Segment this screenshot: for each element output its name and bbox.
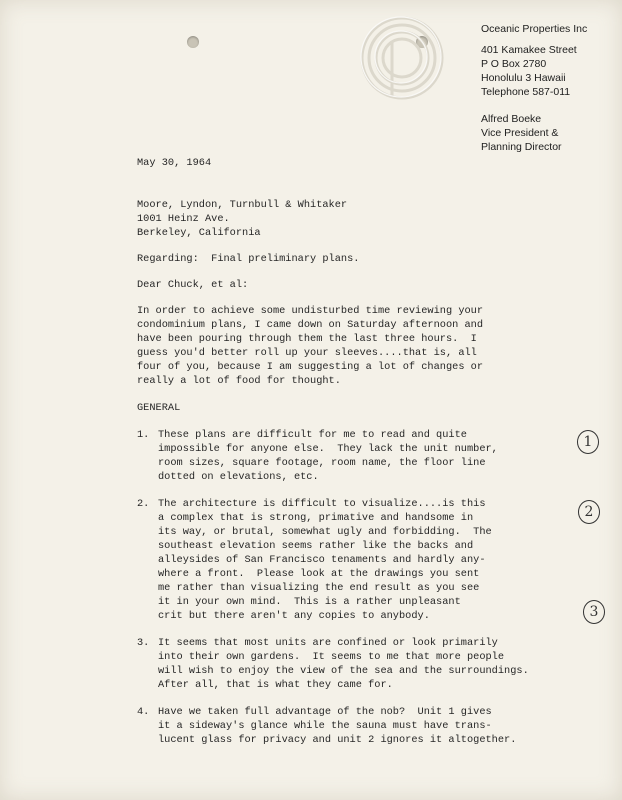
paragraph-line: four of you, because I am suggesting a lot of changes or [137, 361, 484, 373]
address-line: Honolulu 3 Hawaii [481, 72, 566, 84]
item-line: will wish to enjoy the view of the sea and the surroundings. [158, 665, 529, 677]
item-line: crit but there aren't any copies to anybody. [158, 610, 430, 622]
item-line: where a front. Please look at the drawings you sent [158, 568, 480, 580]
paragraph-line: have been pouring through them the last three hours. I [137, 333, 477, 345]
company-name: Oceanic Properties Inc [481, 23, 588, 35]
handwritten-margin-mark: 1 [577, 430, 599, 454]
item-line: southeast elevation seems rather like the backs and [158, 540, 474, 552]
item-line: Have we taken full advantage of the nob? Unit 1 gives [158, 706, 492, 718]
section-heading: GENERAL [137, 402, 181, 414]
letter-date: May 30, 1964 [137, 157, 212, 169]
paragraph-line: really a lot of food for thought. [137, 375, 341, 387]
item-number: 4. [137, 706, 150, 718]
list-item [137, 705, 537, 747]
item-line: a complex that is strong, primative and handsome in [158, 512, 474, 524]
embossed-seal-icon [356, 12, 448, 104]
telephone-line: Telephone 587-011 [481, 86, 571, 98]
item-line: lucent glass for privacy and unit 2 ignores it altogether. [158, 734, 517, 746]
item-line: room sizes, square footage, room name, the floor line [158, 457, 486, 469]
list-item [137, 428, 537, 484]
item-line: impossible for anyone else. They lack the unit number, [158, 443, 498, 455]
item-line: me rather than visualizing the end result as you see [158, 582, 480, 594]
recipient-line: 1001 Heinz Ave. [137, 213, 230, 225]
item-line: its way, or brutal, somewhat ugly and forbidding. The [158, 526, 492, 538]
handwritten-margin-mark: 3 [583, 600, 605, 624]
item-number: 3. [137, 637, 150, 649]
item-line: it in your own mind. This is a rather unpleasant [158, 596, 461, 608]
signatory-title: Vice President & [481, 127, 559, 139]
signatory-title: Planning Director [481, 141, 562, 153]
intro-paragraph [137, 304, 537, 388]
signatory-name: Alfred Boeke [481, 113, 542, 125]
recipient-line: Berkeley, California [137, 227, 261, 239]
address-line: P O Box 2780 [481, 58, 547, 70]
list-item [137, 636, 537, 692]
item-line: These plans are difficult for me to read and quite [158, 429, 467, 441]
item-line: alleysides of San Francisco tenaments and hardly any- [158, 554, 486, 566]
recipient-line: Moore, Lyndon, Turnbull & Whitaker [137, 199, 348, 211]
punch-hole-left [187, 36, 199, 48]
item-number: 2. [137, 498, 150, 510]
letterhead [481, 22, 621, 154]
salutation: Dear Chuck, et al: [137, 279, 249, 291]
item-line: dotted on elevations, etc. [158, 471, 319, 483]
item-line: into their own gardens. It seems to me that more people [158, 651, 505, 663]
item-line: After all, that is what they came for. [158, 679, 393, 691]
item-line: The architecture is difficult to visualize....is this [158, 498, 486, 510]
address-line: 401 Kamakee Street [481, 44, 577, 56]
list-item [137, 497, 537, 623]
item-line: it a sideway's glance while the sauna must have trans- [158, 720, 492, 732]
paragraph-line: guess you'd better roll up your sleeves....that is, all [137, 347, 477, 359]
handwritten-margin-mark: 2 [578, 500, 600, 524]
item-line: It seems that most units are confined or look primarily [158, 637, 498, 649]
regarding-line: Regarding: Final preliminary plans. [137, 253, 360, 265]
item-number: 1. [137, 429, 150, 441]
paragraph-line: condominium plans, I came down on Saturday afternoon and [137, 319, 484, 331]
paragraph-line: In order to achieve some undisturbed time reviewing your [137, 305, 484, 317]
letter-body [137, 156, 537, 747]
